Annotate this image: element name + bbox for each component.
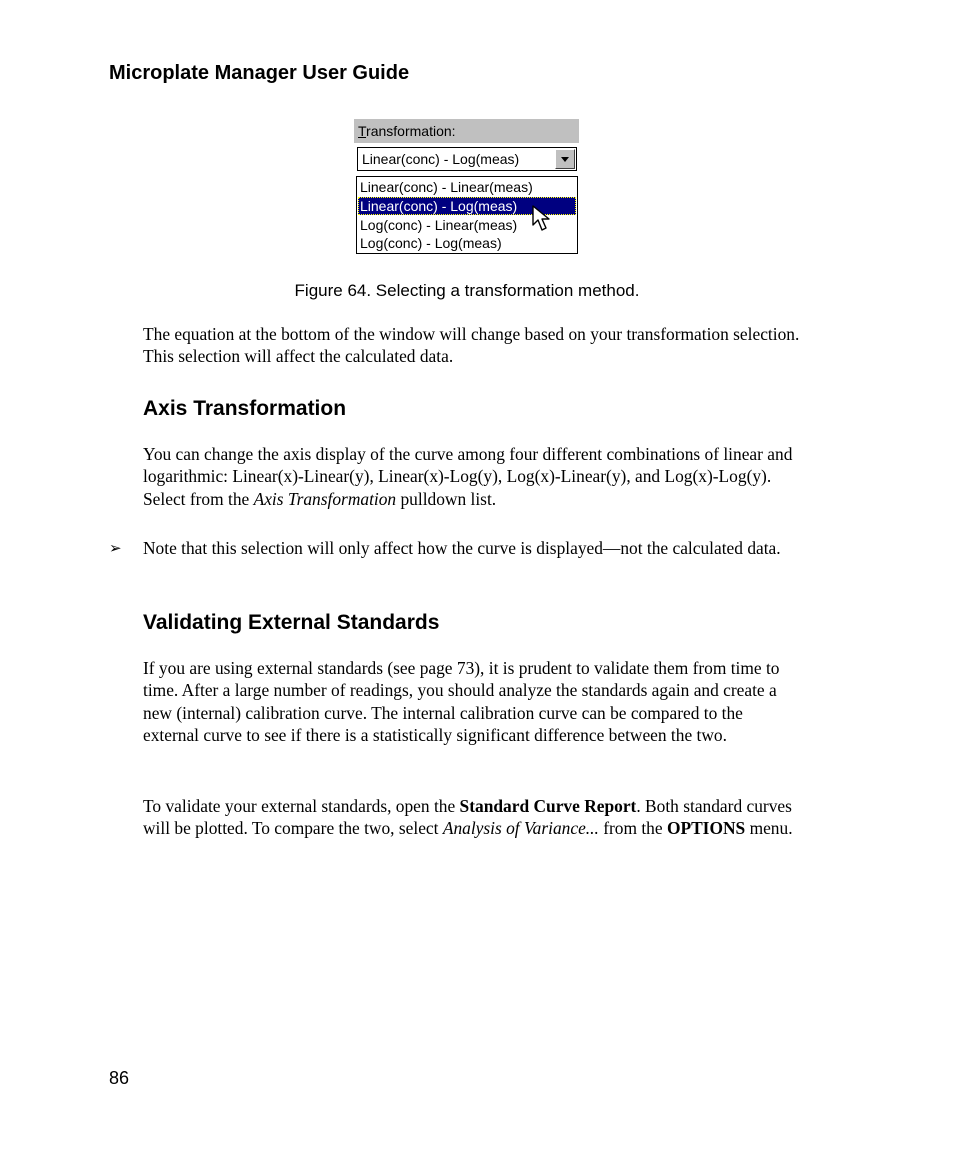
options-menu-term: OPTIONS bbox=[666, 818, 746, 839]
heading-validating-external-standards: Validating External Standards bbox=[143, 611, 440, 634]
transformation-combobox[interactable] bbox=[357, 147, 577, 171]
page-number: 86 bbox=[109, 1068, 130, 1088]
text-run: To validate your external standards, open the bbox=[143, 796, 460, 816]
option-linear-log[interactable]: Linear(conc) - Log(meas) bbox=[358, 197, 576, 215]
option-linear-linear[interactable]: Linear(conc) - Linear(meas) bbox=[360, 179, 533, 195]
running-header: Microplate Manager User Guide bbox=[109, 62, 410, 84]
heading-axis-transformation: Axis Transformation bbox=[143, 397, 347, 420]
paragraph-axis-display bbox=[143, 443, 803, 510]
axis-transformation-term: Axis Transformation bbox=[253, 488, 397, 509]
label-mnemonic: T bbox=[358, 123, 367, 139]
paragraph-validate-standards: If you are using external standards (see page 73), it is prudent to validate them from time to time. After a large number of readings, you should analyze the standards again and create a new (internal) calibration curve. The internal calibration curve can be compared to the external curve to see if there is a statistically significant difference between the two. bbox=[143, 658, 780, 745]
text-run: from the bbox=[598, 818, 667, 839]
dropdown-button[interactable] bbox=[555, 149, 575, 169]
transformation-label bbox=[354, 119, 579, 143]
analysis-of-variance-term: Analysis of Variance... bbox=[442, 818, 599, 839]
combobox-value: Linear(conc) - Log(meas) bbox=[362, 151, 520, 167]
note-display-only: Note that this selection will only affect how the curve is displayed—not the calculated data. bbox=[143, 538, 781, 558]
paragraph-how-to-validate bbox=[143, 795, 803, 840]
chevron-down-icon bbox=[561, 157, 569, 162]
text-run: menu. bbox=[745, 818, 793, 839]
option-log-linear[interactable]: Log(conc) - Linear(meas) bbox=[360, 217, 518, 233]
option-log-log[interactable]: Log(conc) - Log(meas) bbox=[360, 235, 502, 251]
standard-curve-report-term: Standard Curve Report bbox=[459, 796, 637, 816]
mouse-pointer-icon bbox=[532, 205, 554, 233]
text-run: . Both standard curves will be plotted. To compare the two, select bbox=[143, 796, 792, 839]
text-run: You can change the axis display of the curve among four different combinations of linear and logarithmic: Linear(x)-Linear(y), Linear(x)-Log(y), Log(x)-Linear(y), and Log(x)-Log(y). Select from the bbox=[143, 444, 793, 509]
label-text: ransformation: bbox=[366, 123, 456, 139]
paragraph-equation-change: The equation at the bottom of the window will change based on your transformation selection. This selection will affect the calculated data. bbox=[143, 324, 800, 367]
figure-caption: Figure 64. Selecting a transformation method. bbox=[294, 281, 640, 300]
note-arrow-icon: ➢ bbox=[109, 541, 122, 557]
transformation-figure bbox=[354, 119, 579, 255]
text-run: pulldown list. bbox=[396, 488, 497, 509]
